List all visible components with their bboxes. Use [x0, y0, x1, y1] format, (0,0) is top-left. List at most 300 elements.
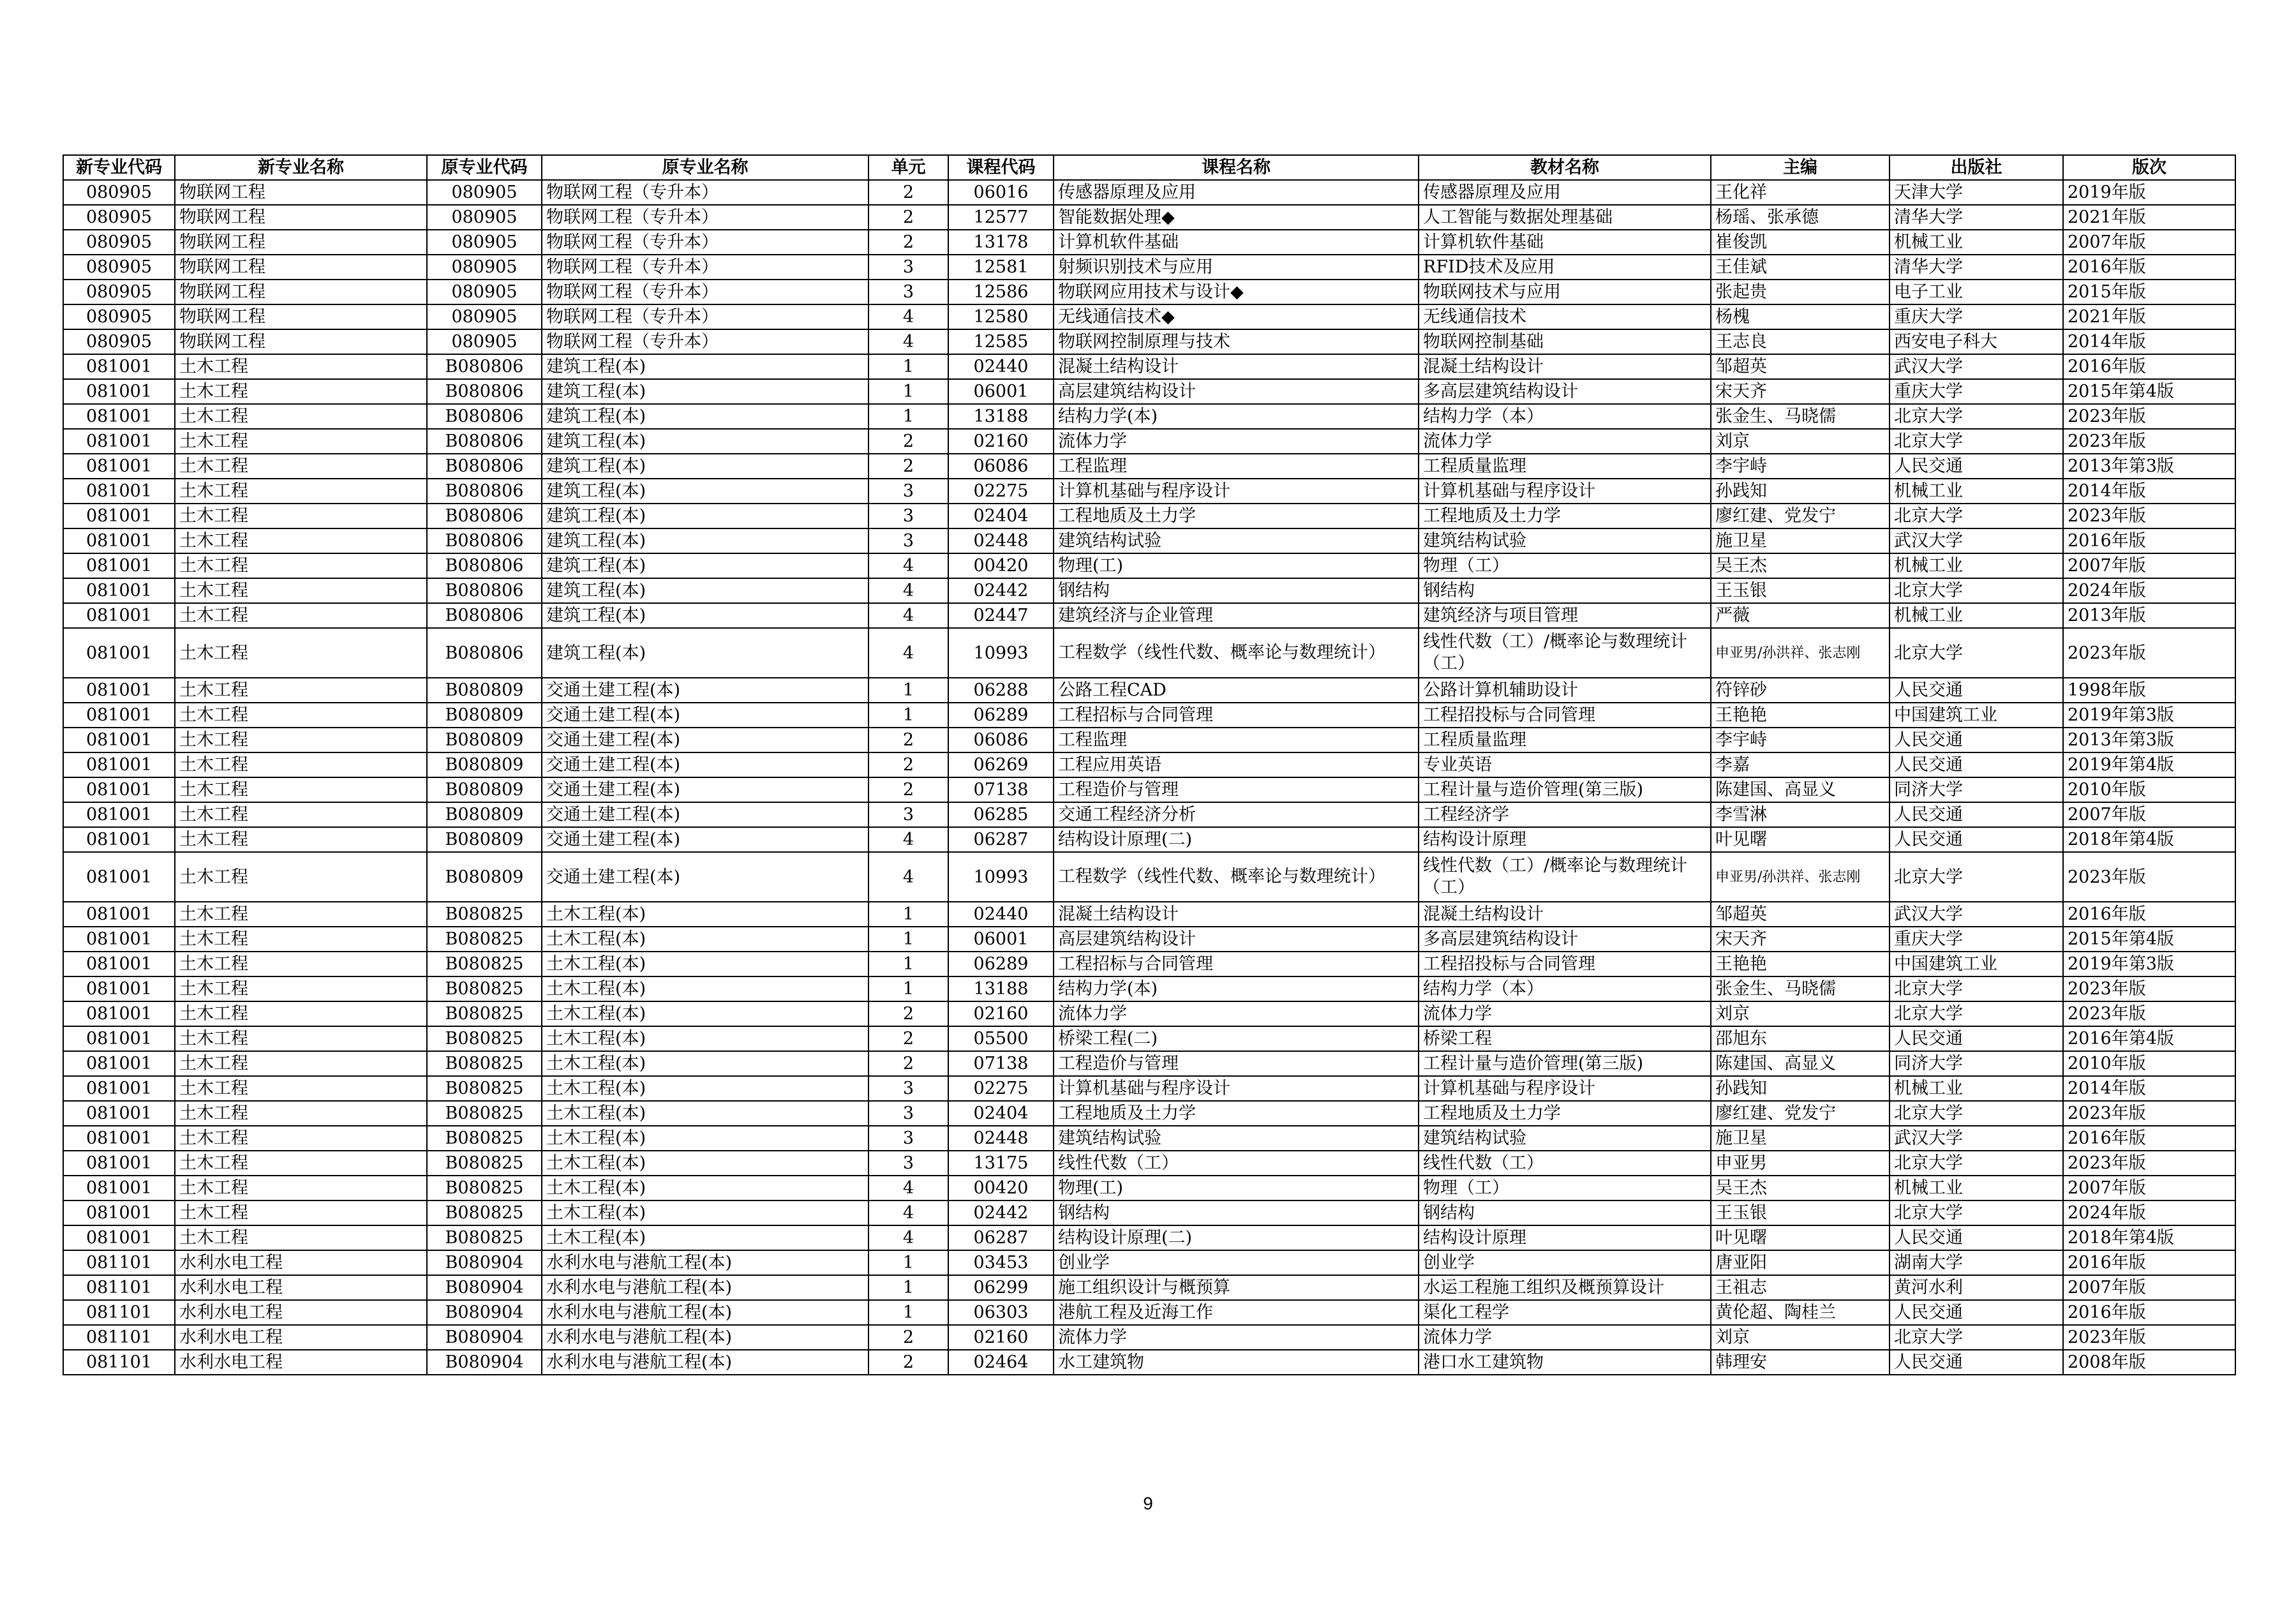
cell-publisher: 人民交通: [1890, 802, 2063, 827]
cell-textbook-name: 无线通信技术: [1419, 304, 1711, 329]
cell-editor: 邹超英: [1711, 354, 1890, 379]
table-row: [63, 728, 2235, 752]
cell-old-major-name: 交通土建工程(本): [542, 777, 868, 802]
cell-publisher: 人民交通: [1890, 827, 2063, 852]
cell-new-major-name: 土木工程: [175, 429, 427, 454]
cell-course-code: 06288: [948, 678, 1054, 703]
cell-publisher: 同济大学: [1890, 777, 2063, 802]
cell-textbook-name: 专业英语: [1419, 752, 1711, 777]
cell-old-major-code: B080825: [427, 1026, 542, 1051]
cell-course-code: 06001: [948, 379, 1054, 404]
table-row: [63, 1275, 2235, 1300]
header-edition: 版次: [2063, 155, 2235, 180]
cell-textbook-name: 工程经济学: [1419, 802, 1711, 827]
cell-publisher: 人民交通: [1890, 1225, 2063, 1250]
cell-old-major-code: B080809: [427, 703, 542, 728]
cell-edition: 2019年第3版: [2063, 952, 2235, 976]
cell-unit: 1: [868, 404, 948, 429]
table-header: [63, 155, 2235, 180]
cell-unit: 4: [868, 329, 948, 354]
table-row: [63, 429, 2235, 454]
table-row: [63, 205, 2235, 230]
cell-new-major-code: 081001: [63, 454, 175, 479]
cell-old-major-code: B080809: [427, 827, 542, 852]
cell-unit: 2: [868, 1051, 948, 1076]
cell-course-code: 06086: [948, 728, 1054, 752]
cell-course-code: 00420: [948, 1176, 1054, 1200]
cell-editor: 刘京: [1711, 429, 1890, 454]
cell-old-major-code: 080905: [427, 230, 542, 255]
cell-old-major-code: B080809: [427, 728, 542, 752]
cell-editor: 陈建国、高显义: [1711, 1051, 1890, 1076]
cell-editor: 施卫星: [1711, 528, 1890, 553]
table-row: [63, 1151, 2235, 1176]
cell-old-major-name: 土木工程(本): [542, 1026, 868, 1051]
cell-edition: 2018年第4版: [2063, 827, 2235, 852]
cell-old-major-name: 土木工程(本): [542, 1001, 868, 1026]
cell-edition: 2023年版: [2063, 852, 2235, 902]
cell-edition: 2023年版: [2063, 429, 2235, 454]
cell-textbook-name: 线性代数（工）: [1419, 1151, 1711, 1176]
cell-unit: 4: [868, 578, 948, 603]
cell-old-major-name: 交通土建工程(本): [542, 827, 868, 852]
cell-textbook-name: 物理（工）: [1419, 553, 1711, 578]
cell-edition: 2013年版: [2063, 603, 2235, 628]
cell-course-name: 公路工程CAD: [1054, 678, 1419, 703]
table-row: [63, 1126, 2235, 1151]
cell-course-name: 智能数据处理◆: [1054, 205, 1419, 230]
cell-textbook-name: 混凝土结构设计: [1419, 902, 1711, 927]
cell-new-major-name: 水利水电工程: [175, 1325, 427, 1350]
cell-course-name: 工程应用英语: [1054, 752, 1419, 777]
cell-old-major-code: 080905: [427, 329, 542, 354]
table-row: [63, 1325, 2235, 1350]
cell-publisher: 清华大学: [1890, 205, 2063, 230]
cell-textbook-name: 线性代数（工）/概率论与数理统计（工）: [1419, 852, 1711, 902]
cell-course-code: 06285: [948, 802, 1054, 827]
cell-course-name: 创业学: [1054, 1250, 1419, 1275]
cell-editor: 李雪淋: [1711, 802, 1890, 827]
cell-course-name: 计算机基础与程序设计: [1054, 479, 1419, 504]
cell-old-major-name: 建筑工程(本): [542, 628, 868, 678]
cell-publisher: 北京大学: [1890, 1001, 2063, 1026]
cell-textbook-name: 结构力学（本）: [1419, 976, 1711, 1001]
cell-publisher: 人民交通: [1890, 752, 2063, 777]
cell-course-code: 02448: [948, 528, 1054, 553]
cell-old-major-code: 080905: [427, 180, 542, 205]
cell-unit: 3: [868, 1101, 948, 1126]
cell-textbook-name: 流体力学: [1419, 1001, 1711, 1026]
cell-course-code: 12585: [948, 329, 1054, 354]
cell-old-major-code: B080806: [427, 429, 542, 454]
cell-publisher: 机械工业: [1890, 553, 2063, 578]
cell-course-code: 06016: [948, 180, 1054, 205]
cell-textbook-name: 计算机基础与程序设计: [1419, 1076, 1711, 1101]
cell-new-major-name: 土木工程: [175, 852, 427, 902]
cell-textbook-name: 结构设计原理: [1419, 827, 1711, 852]
cell-old-major-code: 080905: [427, 205, 542, 230]
cell-textbook-name: 公路计算机辅助设计: [1419, 678, 1711, 703]
cell-publisher: 人民交通: [1890, 1026, 2063, 1051]
cell-edition: 2018年第4版: [2063, 1225, 2235, 1250]
table-row: [63, 553, 2235, 578]
table-row: [63, 802, 2235, 827]
cell-old-major-code: B080806: [427, 553, 542, 578]
table-row: [63, 1001, 2235, 1026]
cell-course-name: 结构力学(本): [1054, 404, 1419, 429]
cell-course-code: 02442: [948, 1200, 1054, 1225]
cell-course-name: 工程招标与合同管理: [1054, 703, 1419, 728]
cell-course-name: 无线通信技术◆: [1054, 304, 1419, 329]
table-row: [63, 1176, 2235, 1200]
cell-new-major-code: 081001: [63, 354, 175, 379]
table-row: [63, 1076, 2235, 1101]
cell-edition: 2023年版: [2063, 976, 2235, 1001]
cell-course-code: 12581: [948, 255, 1054, 280]
cell-old-major-code: B080825: [427, 1225, 542, 1250]
cell-editor: 张金生、马晓儒: [1711, 404, 1890, 429]
cell-new-major-code: 081001: [63, 1001, 175, 1026]
cell-publisher: 武汉大学: [1890, 528, 2063, 553]
cell-unit: 4: [868, 1200, 948, 1225]
cell-edition: 1998年版: [2063, 678, 2235, 703]
cell-new-major-name: 土木工程: [175, 1200, 427, 1225]
header-unit: 单元: [868, 155, 948, 180]
cell-publisher: 人民交通: [1890, 1300, 2063, 1325]
cell-unit: 3: [868, 528, 948, 553]
cell-old-major-code: B080809: [427, 852, 542, 902]
cell-textbook-name: 工程招投标与合同管理: [1419, 703, 1711, 728]
cell-new-major-name: 土木工程: [175, 479, 427, 504]
cell-course-name: 工程监理: [1054, 454, 1419, 479]
cell-old-major-code: B080825: [427, 1176, 542, 1200]
cell-new-major-code: 081101: [63, 1300, 175, 1325]
cell-edition: 2016年版: [2063, 528, 2235, 553]
cell-course-code: 02440: [948, 902, 1054, 927]
cell-old-major-code: B080806: [427, 404, 542, 429]
cell-unit: 4: [868, 553, 948, 578]
cell-old-major-code: B080904: [427, 1275, 542, 1300]
cell-unit: 2: [868, 180, 948, 205]
cell-new-major-name: 土木工程: [175, 752, 427, 777]
cell-publisher: 人民交通: [1890, 454, 2063, 479]
cell-publisher: 天津大学: [1890, 180, 2063, 205]
cell-new-major-code: 081001: [63, 1151, 175, 1176]
cell-old-major-name: 建筑工程(本): [542, 553, 868, 578]
cell-publisher: 北京大学: [1890, 628, 2063, 678]
cell-old-major-code: B080806: [427, 454, 542, 479]
cell-old-major-code: B080809: [427, 752, 542, 777]
cell-publisher: 机械工业: [1890, 603, 2063, 628]
cell-publisher: 中国建筑工业: [1890, 703, 2063, 728]
cell-edition: 2021年版: [2063, 205, 2235, 230]
cell-new-major-name: 土木工程: [175, 1001, 427, 1026]
cell-old-major-code: B080809: [427, 777, 542, 802]
cell-editor: 崔俊凯: [1711, 230, 1890, 255]
cell-unit: 2: [868, 454, 948, 479]
cell-old-major-code: B080825: [427, 1001, 542, 1026]
table-row: [63, 504, 2235, 528]
cell-new-major-code: 081001: [63, 379, 175, 404]
cell-course-name: 工程数学（线性代数、概率论与数理统计）: [1054, 852, 1419, 902]
cell-course-code: 13175: [948, 1151, 1054, 1176]
cell-editor: 王玉银: [1711, 578, 1890, 603]
cell-course-name: 建筑经济与企业管理: [1054, 603, 1419, 628]
cell-new-major-code: 081001: [63, 504, 175, 528]
cell-new-major-code: 081101: [63, 1350, 175, 1375]
cell-unit: 2: [868, 728, 948, 752]
cell-publisher: 北京大学: [1890, 504, 2063, 528]
cell-edition: 2023年版: [2063, 1101, 2235, 1126]
cell-course-name: 钢结构: [1054, 1200, 1419, 1225]
cell-publisher: 北京大学: [1890, 1200, 2063, 1225]
cell-course-code: 06086: [948, 454, 1054, 479]
table-row: [63, 703, 2235, 728]
cell-publisher: 北京大学: [1890, 1151, 2063, 1176]
cell-old-major-code: B080904: [427, 1325, 542, 1350]
cell-unit: 2: [868, 230, 948, 255]
cell-old-major-code: B080825: [427, 1101, 542, 1126]
cell-new-major-name: 土木工程: [175, 703, 427, 728]
cell-course-code: 02447: [948, 603, 1054, 628]
cell-edition: 2019年第3版: [2063, 703, 2235, 728]
cell-edition: 2013年第3版: [2063, 728, 2235, 752]
cell-old-major-code: 080905: [427, 255, 542, 280]
cell-new-major-name: 土木工程: [175, 1151, 427, 1176]
header-course-code: 课程代码: [948, 155, 1054, 180]
cell-new-major-name: 土木工程: [175, 827, 427, 852]
cell-course-code: 02442: [948, 578, 1054, 603]
cell-textbook-name: 多高层建筑结构设计: [1419, 379, 1711, 404]
cell-new-major-code: 081001: [63, 827, 175, 852]
cell-editor: 张起贵: [1711, 280, 1890, 304]
cell-unit: 1: [868, 1300, 948, 1325]
cell-old-major-name: 交通土建工程(本): [542, 678, 868, 703]
cell-new-major-name: 土木工程: [175, 976, 427, 1001]
cell-old-major-code: B080806: [427, 379, 542, 404]
cell-old-major-code: B080825: [427, 1151, 542, 1176]
header-course-name: 课程名称: [1054, 155, 1419, 180]
table-row: [63, 1225, 2235, 1250]
cell-course-name: 物联网应用技术与设计◆: [1054, 280, 1419, 304]
cell-edition: 2016年版: [2063, 354, 2235, 379]
cell-course-code: 02404: [948, 504, 1054, 528]
cell-course-code: 06299: [948, 1275, 1054, 1300]
cell-unit: 2: [868, 205, 948, 230]
cell-new-major-name: 土木工程: [175, 1026, 427, 1051]
cell-publisher: 人民交通: [1890, 728, 2063, 752]
table-row: [63, 777, 2235, 802]
cell-new-major-name: 物联网工程: [175, 280, 427, 304]
cell-publisher: 武汉大学: [1890, 1126, 2063, 1151]
cell-unit: 4: [868, 827, 948, 852]
cell-publisher: 北京大学: [1890, 429, 2063, 454]
cell-old-major-name: 建筑工程(本): [542, 504, 868, 528]
cell-editor: 王艳艳: [1711, 703, 1890, 728]
cell-new-major-code: 081001: [63, 1026, 175, 1051]
cell-course-code: 13178: [948, 230, 1054, 255]
cell-course-name: 工程监理: [1054, 728, 1419, 752]
cell-editor: 孙践知: [1711, 1076, 1890, 1101]
cell-new-major-name: 土木工程: [175, 777, 427, 802]
cell-unit: 3: [868, 479, 948, 504]
cell-course-code: 02160: [948, 1001, 1054, 1026]
cell-old-major-code: B080806: [427, 628, 542, 678]
cell-new-major-code: 081001: [63, 703, 175, 728]
cell-new-major-name: 土木工程: [175, 902, 427, 927]
cell-editor: 孙践知: [1711, 479, 1890, 504]
cell-course-name: 混凝土结构设计: [1054, 902, 1419, 927]
cell-unit: 4: [868, 628, 948, 678]
cell-new-major-name: 土木工程: [175, 354, 427, 379]
table-row: [63, 1250, 2235, 1275]
cell-unit: 2: [868, 429, 948, 454]
cell-old-major-name: 建筑工程(本): [542, 528, 868, 553]
cell-editor: 邵旭东: [1711, 1026, 1890, 1051]
cell-new-major-code: 081001: [63, 429, 175, 454]
cell-unit: 2: [868, 1325, 948, 1350]
cell-new-major-name: 土木工程: [175, 1051, 427, 1076]
cell-old-major-name: 土木工程(本): [542, 1076, 868, 1101]
cell-old-major-name: 土木工程(本): [542, 952, 868, 976]
cell-unit: 2: [868, 752, 948, 777]
cell-old-major-code: B080809: [427, 802, 542, 827]
cell-textbook-name: 桥梁工程: [1419, 1026, 1711, 1051]
table-row: [63, 603, 2235, 628]
cell-textbook-name: 流体力学: [1419, 1325, 1711, 1350]
header-editor: 主编: [1711, 155, 1890, 180]
cell-unit: 3: [868, 1126, 948, 1151]
cell-edition: 2024年版: [2063, 578, 2235, 603]
cell-old-major-name: 土木工程(本): [542, 976, 868, 1001]
cell-publisher: 武汉大学: [1890, 354, 2063, 379]
cell-old-major-name: 水利水电与港航工程(本): [542, 1325, 868, 1350]
cell-old-major-name: 土木工程(本): [542, 1225, 868, 1250]
cell-publisher: 人民交通: [1890, 1350, 2063, 1375]
cell-publisher: 清华大学: [1890, 255, 2063, 280]
table-row: [63, 952, 2235, 976]
cell-old-major-code: B080809: [427, 678, 542, 703]
cell-course-name: 工程地质及土力学: [1054, 504, 1419, 528]
cell-editor: 申亚男/孙洪祥、张志刚: [1711, 852, 1890, 902]
cell-old-major-name: 建筑工程(本): [542, 404, 868, 429]
cell-edition: 2019年版: [2063, 180, 2235, 205]
cell-editor: 廖红建、党发宁: [1711, 504, 1890, 528]
cell-unit: 3: [868, 255, 948, 280]
cell-course-name: 物理(工): [1054, 553, 1419, 578]
cell-textbook-name: 工程计量与造价管理(第三版): [1419, 1051, 1711, 1076]
cell-publisher: 人民交通: [1890, 678, 2063, 703]
cell-new-major-name: 土木工程: [175, 578, 427, 603]
cell-unit: 3: [868, 802, 948, 827]
cell-new-major-code: 081001: [63, 802, 175, 827]
cell-old-major-name: 物联网工程（专升本）: [542, 180, 868, 205]
header-new-major-name: 新专业名称: [175, 155, 427, 180]
cell-unit: 1: [868, 1250, 948, 1275]
cell-new-major-name: 土木工程: [175, 404, 427, 429]
cell-unit: 2: [868, 1026, 948, 1051]
cell-editor: 施卫星: [1711, 1126, 1890, 1151]
cell-new-major-name: 土木工程: [175, 1176, 427, 1200]
cell-course-name: 结构力学(本): [1054, 976, 1419, 1001]
cell-edition: 2007年版: [2063, 802, 2235, 827]
cell-new-major-code: 081001: [63, 1051, 175, 1076]
cell-old-major-name: 水利水电与港航工程(本): [542, 1350, 868, 1375]
table-row: [63, 827, 2235, 852]
cell-unit: 3: [868, 504, 948, 528]
cell-textbook-name: 混凝土结构设计: [1419, 354, 1711, 379]
cell-textbook-name: 建筑结构试验: [1419, 528, 1711, 553]
cell-edition: 2023年版: [2063, 628, 2235, 678]
cell-publisher: 北京大学: [1890, 578, 2063, 603]
table-row: [63, 280, 2235, 304]
cell-edition: 2014年版: [2063, 329, 2235, 354]
cell-old-major-name: 物联网工程（专升本）: [542, 280, 868, 304]
cell-edition: 2015年第4版: [2063, 927, 2235, 952]
table-row: [63, 479, 2235, 504]
cell-new-major-name: 土木工程: [175, 504, 427, 528]
header-publisher: 出版社: [1890, 155, 2063, 180]
cell-textbook-name: 计算机软件基础: [1419, 230, 1711, 255]
cell-new-major-name: 土木工程: [175, 528, 427, 553]
cell-edition: 2016年版: [2063, 1126, 2235, 1151]
cell-textbook-name: 渠化工程学: [1419, 1300, 1711, 1325]
table-row: [63, 976, 2235, 1001]
table-row: [63, 304, 2235, 329]
cell-course-code: 06289: [948, 952, 1054, 976]
cell-publisher: 机械工业: [1890, 230, 2063, 255]
cell-new-major-name: 土木工程: [175, 1101, 427, 1126]
cell-course-code: 02160: [948, 429, 1054, 454]
cell-course-name: 流体力学: [1054, 1001, 1419, 1026]
cell-course-name: 工程招标与合同管理: [1054, 952, 1419, 976]
textbook-table: [63, 154, 2236, 1375]
cell-course-code: 10993: [948, 852, 1054, 902]
cell-new-major-name: 土木工程: [175, 1076, 427, 1101]
cell-editor: 唐亚阳: [1711, 1250, 1890, 1275]
cell-new-major-name: 物联网工程: [175, 329, 427, 354]
cell-textbook-name: RFID技术及应用: [1419, 255, 1711, 280]
cell-new-major-name: 水利水电工程: [175, 1275, 427, 1300]
cell-course-code: 02275: [948, 479, 1054, 504]
cell-edition: 2021年版: [2063, 304, 2235, 329]
cell-editor: 黄伦超、陶桂兰: [1711, 1300, 1890, 1325]
cell-unit: 4: [868, 852, 948, 902]
table-row: [63, 354, 2235, 379]
cell-course-code: 06303: [948, 1300, 1054, 1325]
cell-new-major-code: 081001: [63, 628, 175, 678]
cell-old-major-code: B080825: [427, 952, 542, 976]
cell-old-major-name: 交通土建工程(本): [542, 728, 868, 752]
cell-old-major-name: 水利水电与港航工程(本): [542, 1300, 868, 1325]
cell-publisher: 黄河水利: [1890, 1275, 2063, 1300]
cell-old-major-name: 土木工程(本): [542, 1200, 868, 1225]
cell-old-major-code: B080806: [427, 578, 542, 603]
cell-editor: 李宇峙: [1711, 728, 1890, 752]
cell-editor: 严薇: [1711, 603, 1890, 628]
table-row: [63, 1300, 2235, 1325]
cell-course-name: 工程造价与管理: [1054, 777, 1419, 802]
cell-old-major-code: B080825: [427, 1051, 542, 1076]
cell-publisher: 中国建筑工业: [1890, 952, 2063, 976]
cell-new-major-code: 081001: [63, 976, 175, 1001]
cell-old-major-code: B080904: [427, 1250, 542, 1275]
cell-textbook-name: 物联网控制基础: [1419, 329, 1711, 354]
cell-new-major-code: 081001: [63, 1200, 175, 1225]
cell-textbook-name: 传感器原理及应用: [1419, 180, 1711, 205]
cell-new-major-code: 081101: [63, 1275, 175, 1300]
cell-new-major-name: 物联网工程: [175, 230, 427, 255]
